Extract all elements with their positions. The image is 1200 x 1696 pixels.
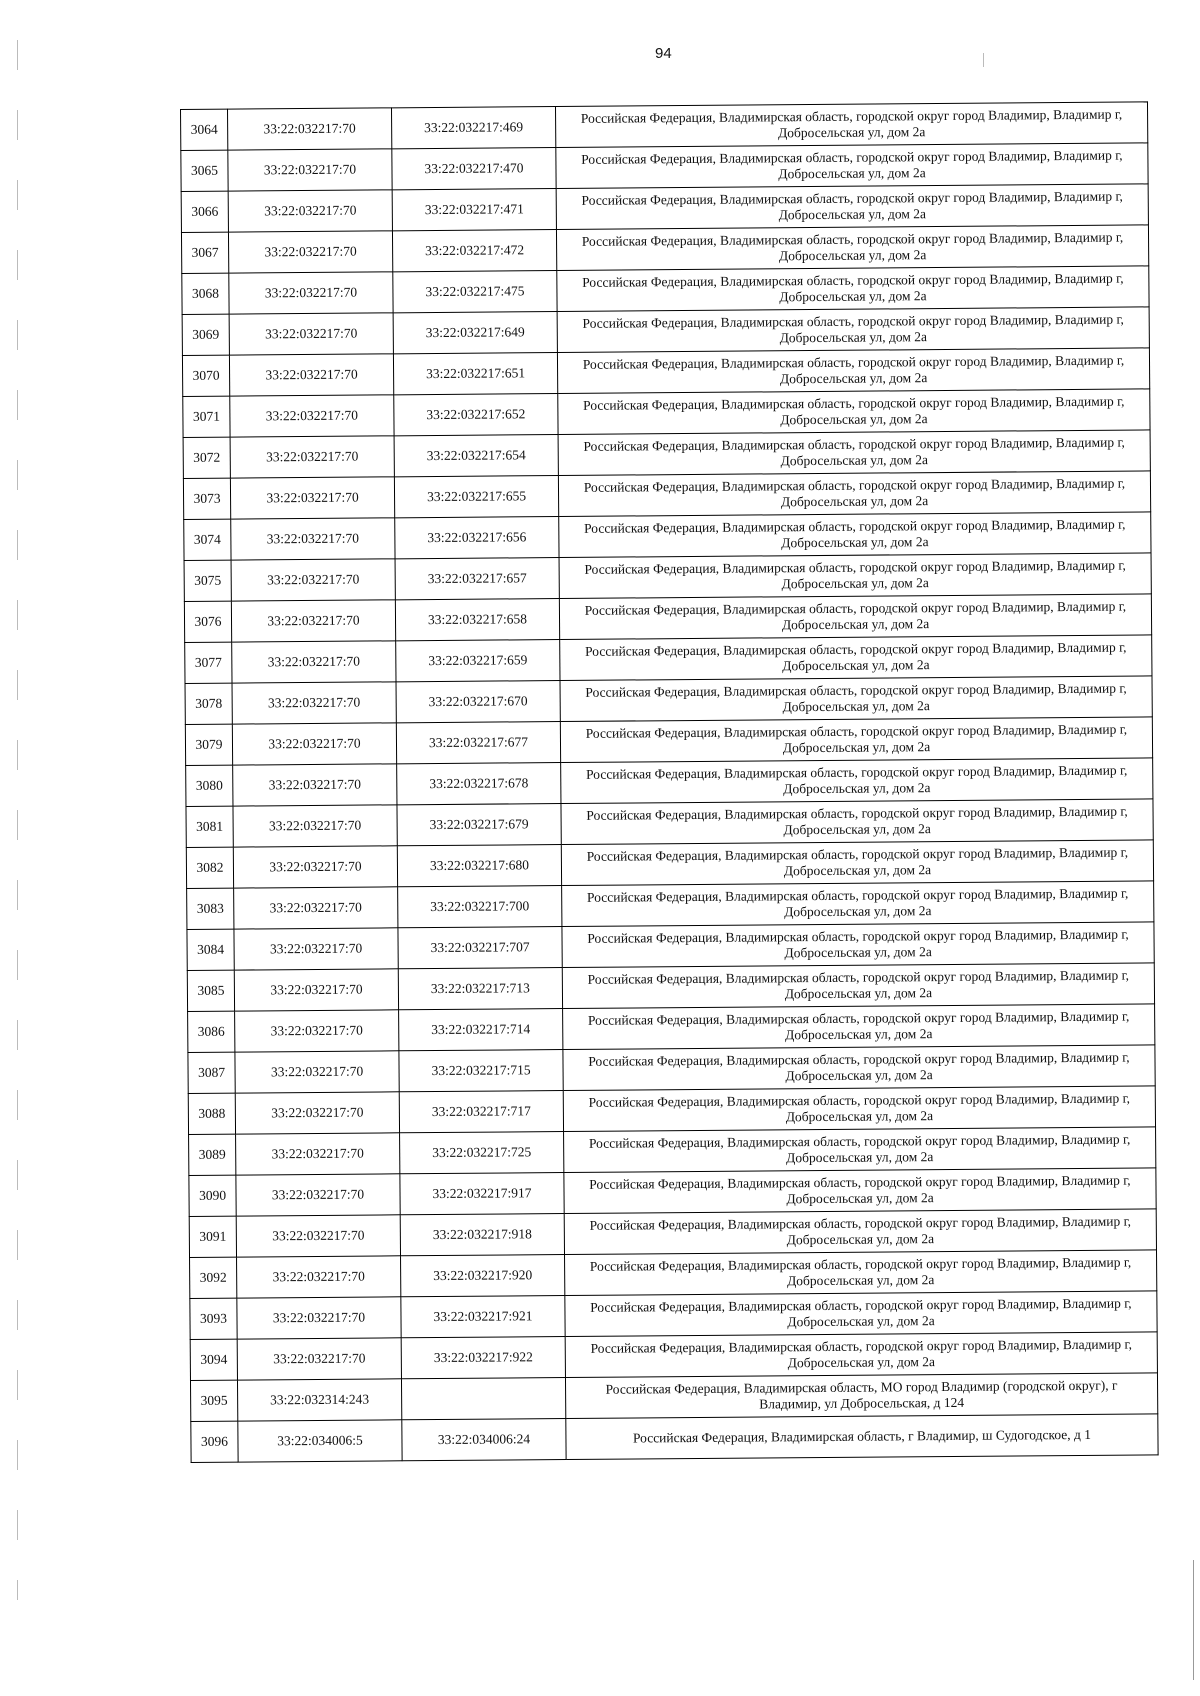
address-line-2: Добросельская ул, дом 2а [783, 862, 932, 879]
row-number-cell: 3068 [182, 273, 229, 314]
object-cadastral-number-cell: 33:22:032217:470 [392, 148, 556, 190]
address-line-1: Российская Федерация, Владимирская область, городской округ город Владимир, Владимир г, [582, 352, 1125, 372]
address-line-1: Российская Федерация, Владимирская область, г Владимир, ш Судогодское, д 1 [632, 1426, 1092, 1446]
address-cell [555, 102, 1147, 148]
address-cell [565, 1332, 1157, 1378]
address-cell [558, 430, 1150, 476]
address-line-1: Российская Федерация, Владимирская область, городской округ город Владимир, Владимир г, [590, 1295, 1132, 1315]
address-line-1: Российская Федерация, Владимирская область, городской округ город Владимир, Владимир г, [588, 1131, 1131, 1151]
object-cadastral-number-cell: 33:22:032217:725 [400, 1132, 564, 1174]
row-number-cell: 3086 [188, 1011, 235, 1052]
parcel-cadastral-number-cell: 33:22:032217:70 [230, 436, 394, 478]
address-line-2: Добросельская ул, дом 2а [781, 575, 929, 592]
address-line-1: Российская Федерация, Владимирская область, городской округ город Владимир, Владимир г, [585, 639, 1127, 659]
address-cell [561, 840, 1153, 886]
address-cell [560, 676, 1152, 722]
parcel-cadastral-number-cell: 33:22:032217:70 [229, 313, 393, 355]
address-cell [558, 471, 1150, 517]
row-number-cell: 3088 [188, 1093, 235, 1134]
address-line-1: Российская Федерация, Владимирская область, городской округ город Владимир, Владимир г, [585, 680, 1127, 700]
parcel-cadastral-number-cell: 33:22:032217:70 [234, 969, 398, 1011]
row-number-cell: 3084 [187, 929, 234, 970]
row-number-cell: 3096 [191, 1421, 238, 1462]
address-line-2: Добросельская ул, дом 2а [786, 1149, 934, 1166]
address-cell [565, 1373, 1157, 1419]
parcel-cadastral-number-cell: 33:22:032217:70 [234, 928, 398, 970]
address-line-1: Российская Федерация, Владимирская область, городской округ город Владимир, Владимир г, [585, 762, 1128, 782]
object-cadastral-number-cell: 33:22:032217:920 [401, 1255, 565, 1297]
address-line-1: Российская Федерация, Владимирская область, городской округ город Владимир, Владимир г, [580, 106, 1123, 126]
parcel-cadastral-number-cell: 33:22:032217:70 [234, 887, 398, 929]
object-cadastral-number-cell: 33:22:032217:680 [397, 845, 561, 887]
parcel-cadastral-number-cell: 33:22:032217:70 [230, 395, 394, 437]
address-line-2: Добросельская ул, дом 2а [781, 534, 929, 551]
address-line-1: Российская Федерация, Владимирская область, городской округ город Владимир, Владимир г, [586, 844, 1129, 864]
address-cell [564, 1127, 1156, 1173]
parcel-cadastral-number-cell: 33:22:032217:70 [236, 1133, 400, 1175]
parcel-cadastral-number-cell: 33:22:032217:70 [229, 354, 393, 396]
address-line-1: Российская Федерация, Владимирская область, городской округ город Владимир, Владимир г, [583, 434, 1125, 454]
row-number-cell: 3080 [186, 765, 233, 806]
registry-table-body [181, 102, 1159, 1463]
address-line-2: Добросельская ул, дом 2а [783, 821, 931, 838]
object-cadastral-number-cell: 33:22:032217:717 [399, 1091, 563, 1133]
row-number-cell: 3065 [181, 150, 228, 191]
object-cadastral-number-cell: 33:22:032217:475 [393, 271, 557, 313]
address-line-2: Добросельская ул, дом 2а [782, 657, 930, 674]
parcel-cadastral-number-cell: 33:22:032217:70 [237, 1338, 401, 1380]
scan-edge-right [1193, 1560, 1194, 1680]
address-line-2: Добросельская ул, дом 2а [778, 165, 926, 182]
object-cadastral-number-cell: 33:22:032217:700 [398, 886, 562, 928]
object-cadastral-number-cell: 33:22:032217:678 [397, 763, 561, 805]
address-line-2: Добросельская ул, дом 2а [779, 329, 928, 346]
parcel-cadastral-number-cell: 33:22:032217:70 [237, 1297, 401, 1339]
parcel-cadastral-number-cell: 33:22:032217:70 [228, 108, 392, 150]
row-number-cell: 3071 [183, 396, 230, 437]
address-line-2: Добросельская ул, дом 2а [777, 124, 926, 141]
address-line-1: Российская Федерация, Владимирская область, городской округ город Владимир, Владимир г, [584, 598, 1127, 618]
address-line-2: Добросельская ул, дом 2а [781, 616, 930, 633]
parcel-cadastral-number-cell: 33:22:032217:70 [237, 1256, 401, 1298]
address-line-2: Добросельская ул, дом 2а [784, 944, 932, 961]
parcel-cadastral-number-cell: 33:22:032217:70 [235, 1051, 399, 1093]
address-cell [565, 1250, 1157, 1296]
parcel-cadastral-number-cell: 33:22:034006:5 [238, 1420, 402, 1462]
address-cell [560, 717, 1152, 763]
scan-mark [983, 53, 984, 67]
address-line-1: Российская Федерация, Владимирская область, городской округ город Владимир, Владимир г, [586, 885, 1129, 905]
address-line-1: Российская Федерация, Владимирская область, городской округ город Владимир, Владимир г, [582, 311, 1124, 331]
address-cell [563, 1045, 1155, 1091]
address-line-1: Российская Федерация, Владимирская область, городской округ город Владимир, Владимир г, [587, 926, 1129, 946]
object-cadastral-number-cell: 33:22:032217:651 [393, 353, 557, 395]
object-cadastral-number-cell [401, 1378, 565, 1420]
parcel-cadastral-number-cell: 33:22:032217:70 [236, 1215, 400, 1257]
address-cell [556, 184, 1148, 230]
object-cadastral-number-cell: 33:22:032217:679 [397, 804, 561, 846]
parcel-cadastral-number-cell: 33:22:032217:70 [228, 190, 392, 232]
address-line-2: Добросельская ул, дом 2а [779, 288, 927, 305]
address-line-1: Российская Федерация, Владимирская область, городской округ город Владимир, Владимир г, [583, 393, 1125, 413]
row-number-cell: 3076 [184, 601, 231, 642]
address-line-2: Добросельская ул, дом 2а [787, 1354, 936, 1371]
parcel-cadastral-number-cell: 33:22:032314:243 [237, 1379, 401, 1421]
object-cadastral-number-cell: 33:22:032217:918 [400, 1214, 564, 1256]
address-line-2: Добросельская ул, дом 2а [783, 780, 931, 797]
address-line-1: Российская Федерация, Владимирская область, городской округ город Владимир, Владимир г, [586, 803, 1128, 823]
row-number-cell: 3095 [190, 1380, 237, 1421]
row-number-cell: 3087 [188, 1052, 235, 1093]
address-line-2: Добросельская ул, дом 2а [787, 1272, 935, 1289]
address-cell [566, 1414, 1158, 1460]
address-cell [564, 1209, 1156, 1255]
object-cadastral-number-cell: 33:22:032217:658 [395, 599, 559, 641]
object-cadastral-number-cell: 33:22:032217:469 [391, 107, 555, 149]
object-cadastral-number-cell: 33:22:032217:715 [399, 1050, 563, 1092]
address-cell [557, 348, 1149, 394]
address-line-1: Российская Федерация, Владимирская область, городской округ город Владимир, Владимир г, [589, 1254, 1132, 1274]
address-line-1: Российская Федерация, Владимирская область, городской округ город Владимир, Владимир г, [587, 967, 1130, 987]
address-line-2: Добросельская ул, дом 2а [779, 370, 928, 387]
address-line-2: Добросельская ул, дом 2а [780, 493, 929, 510]
address-cell [559, 512, 1151, 558]
parcel-cadastral-number-cell: 33:22:032217:70 [228, 231, 392, 273]
row-number-cell: 3077 [185, 642, 232, 683]
row-number-cell: 3089 [189, 1134, 236, 1175]
parcel-cadastral-number-cell: 33:22:032217:70 [233, 805, 397, 847]
address-line-2: Добросельская ул, дом 2а [784, 903, 932, 920]
row-number-cell: 3074 [184, 519, 231, 560]
object-cadastral-number-cell: 33:22:032217:657 [395, 558, 559, 600]
parcel-cadastral-number-cell: 33:22:032217:70 [230, 477, 394, 519]
row-number-cell: 3070 [182, 355, 229, 396]
row-number-cell: 3069 [182, 314, 229, 355]
address-cell [561, 799, 1153, 845]
object-cadastral-number-cell: 33:22:034006:24 [402, 1419, 566, 1461]
address-line-1: Российская Федерация, Владимирская область, городской округ город Владимир, Владимир г, [589, 1172, 1131, 1192]
address-line-2: Добросельская ул, дом 2а [778, 206, 927, 223]
address-line-2: Добросельская ул, дом 2а [782, 739, 931, 756]
address-line-2: Владимир, ул Добросельская, д 124 [759, 1394, 965, 1412]
table-row [191, 1414, 1158, 1463]
address-cell [558, 389, 1150, 435]
address-line-1: Российская Федерация, Владимирская область, городской округ город Владимир, Владимир г, [588, 1090, 1131, 1110]
address-line-2: Добросельская ул, дом 2а [786, 1231, 935, 1248]
address-line-1: Российская Федерация, Владимирская область, городской округ город Владимир, Владимир г, [590, 1336, 1132, 1356]
address-line-2: Добросельская ул, дом 2а [786, 1190, 934, 1207]
address-line-1: Российская Федерация, Владимирская область, городской округ город Владимир, Владимир г, [589, 1213, 1132, 1233]
address-line-1: Российская Федерация, Владимирская область, городской округ город Владимир, Владимир г, [583, 475, 1126, 495]
object-cadastral-number-cell: 33:22:032217:677 [396, 722, 560, 764]
object-cadastral-number-cell: 33:22:032217:471 [392, 189, 556, 231]
address-cell [557, 307, 1149, 353]
row-number-cell: 3083 [187, 888, 234, 929]
address-cell [564, 1168, 1156, 1214]
address-cell [559, 594, 1151, 640]
row-number-cell: 3066 [181, 191, 228, 232]
row-number-cell: 3075 [184, 560, 231, 601]
row-number-cell: 3091 [189, 1216, 236, 1257]
address-line-1: Российская Федерация, Владимирская область, городской округ город Владимир, Владимир г, [581, 188, 1123, 208]
address-cell [562, 922, 1154, 968]
object-cadastral-number-cell: 33:22:032217:922 [401, 1337, 565, 1379]
parcel-cadastral-number-cell: 33:22:032217:70 [231, 600, 395, 642]
address-line-2: Добросельская ул, дом 2а [785, 1067, 933, 1084]
row-number-cell: 3090 [189, 1175, 236, 1216]
parcel-cadastral-number-cell: 33:22:032217:70 [229, 272, 393, 314]
parcel-cadastral-number-cell: 33:22:032217:70 [232, 723, 396, 765]
address-line-1: Российская Федерация, Владимирская область, МО город Владимир (городской округ), г [605, 1377, 1118, 1397]
object-cadastral-number-cell: 33:22:032217:655 [394, 476, 558, 518]
address-line-1: Российская Федерация, Владимирская область, городской округ город Владимир, Владимир г, [582, 270, 1124, 290]
address-line-2: Добросельская ул, дом 2а [785, 1026, 933, 1043]
row-number-cell: 3064 [181, 109, 228, 150]
address-line-2: Добросельская ул, дом 2а [785, 1108, 934, 1125]
address-line-1: Российская Федерация, Владимирская область, городской округ город Владимир, Владимир г, [581, 147, 1123, 167]
address-cell [563, 1086, 1155, 1132]
object-cadastral-number-cell: 33:22:032217:472 [392, 230, 556, 272]
address-line-2: Добросельская ул, дом 2а [784, 985, 933, 1002]
address-cell [562, 881, 1154, 927]
address-line-2: Добросельская ул, дом 2а [782, 698, 930, 715]
object-cadastral-number-cell: 33:22:032217:656 [395, 517, 559, 559]
registry-table [180, 101, 1159, 1463]
object-cadastral-number-cell: 33:22:032217:659 [396, 640, 560, 682]
row-number-cell: 3073 [183, 478, 230, 519]
parcel-cadastral-number-cell: 33:22:032217:70 [231, 559, 395, 601]
object-cadastral-number-cell: 33:22:032217:921 [401, 1296, 565, 1338]
parcel-cadastral-number-cell: 33:22:032217:70 [233, 846, 397, 888]
parcel-cadastral-number-cell: 33:22:032217:70 [231, 518, 395, 560]
parcel-cadastral-number-cell: 33:22:032217:70 [232, 641, 396, 683]
address-line-2: Добросельская ул, дом 2а [780, 411, 928, 428]
parcel-cadastral-number-cell: 33:22:032217:70 [232, 682, 396, 724]
object-cadastral-number-cell: 33:22:032217:714 [399, 1009, 563, 1051]
address-line-1: Российская Федерация, Владимирская область, городской округ город Владимир, Владимир г, [581, 229, 1124, 249]
row-number-cell: 3072 [183, 437, 230, 478]
address-cell [556, 143, 1148, 189]
address-cell [562, 963, 1154, 1009]
row-number-cell: 3094 [190, 1339, 237, 1380]
scan-edge-left [17, 40, 18, 1600]
object-cadastral-number-cell: 33:22:032217:670 [396, 681, 560, 723]
page-number: 94 [655, 45, 672, 62]
row-number-cell: 3082 [186, 847, 233, 888]
address-cell [559, 553, 1151, 599]
address-cell [565, 1291, 1157, 1337]
address-line-1: Российская Федерация, Владимирская область, городской округ город Владимир, Владимир г, [584, 516, 1126, 536]
object-cadastral-number-cell: 33:22:032217:652 [394, 394, 558, 436]
address-cell [557, 266, 1149, 312]
row-number-cell: 3079 [185, 724, 232, 765]
parcel-cadastral-number-cell: 33:22:032217:70 [235, 1092, 399, 1134]
object-cadastral-number-cell: 33:22:032217:649 [393, 312, 557, 354]
row-number-cell: 3081 [186, 806, 233, 847]
parcel-cadastral-number-cell: 33:22:032217:70 [236, 1174, 400, 1216]
parcel-cadastral-number-cell: 33:22:032217:70 [233, 764, 397, 806]
object-cadastral-number-cell: 33:22:032217:917 [400, 1173, 564, 1215]
address-cell [560, 635, 1152, 681]
row-number-cell: 3092 [190, 1257, 237, 1298]
address-line-1: Российская Федерация, Владимирская область, городской округ город Владимир, Владимир г, [585, 721, 1128, 741]
row-number-cell: 3078 [185, 683, 232, 724]
object-cadastral-number-cell: 33:22:032217:707 [398, 927, 562, 969]
parcel-cadastral-number-cell: 33:22:032217:70 [235, 1010, 399, 1052]
row-number-cell: 3085 [187, 970, 234, 1011]
row-number-cell: 3067 [181, 232, 228, 273]
address-cell [563, 1004, 1155, 1050]
address-line-1: Российская Федерация, Владимирская область, городской округ город Владимир, Владимир г, [587, 1008, 1130, 1028]
parcel-cadastral-number-cell: 33:22:032217:70 [228, 149, 392, 191]
address-line-2: Добросельская ул, дом 2а [778, 247, 927, 264]
address-line-2: Добросельская ул, дом 2а [787, 1313, 935, 1330]
address-cell [561, 758, 1153, 804]
address-line-2: Добросельская ул, дом 2а [780, 452, 928, 469]
object-cadastral-number-cell: 33:22:032217:713 [398, 968, 562, 1010]
address-line-1: Российская Федерация, Владимирская область, городской округ город Владимир, Владимир г, [588, 1049, 1130, 1069]
address-cell [556, 225, 1148, 271]
object-cadastral-number-cell: 33:22:032217:654 [394, 435, 558, 477]
row-number-cell: 3093 [190, 1298, 237, 1339]
address-line-1: Российская Федерация, Владимирская область, городской округ город Владимир, Владимир г, [584, 557, 1126, 577]
